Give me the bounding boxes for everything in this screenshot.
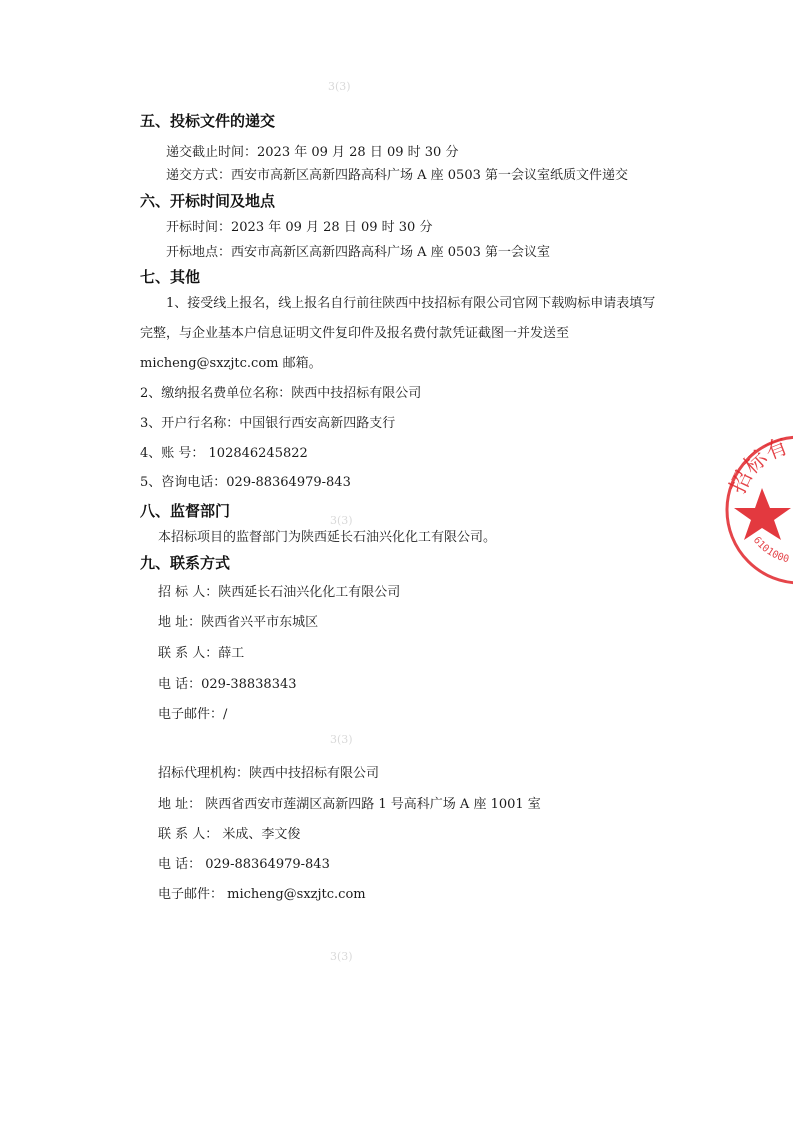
other-item-5: 5、咨询电话：029-88364979-843	[140, 475, 351, 490]
submission-method: 递交方式：西安市高新区高新四路高科广场 A 座 0503 第一会议室纸质文件递交	[166, 168, 629, 183]
seal-star-icon	[734, 488, 791, 540]
faint-mark: 3(3)	[328, 80, 351, 93]
faint-mark: 3(3)	[330, 950, 353, 963]
agent-name: 招标代理机构：陕西中技招标有限公司	[158, 766, 380, 781]
tenderer-address: 地 址：陕西省兴平市东城区	[158, 615, 319, 630]
section-heading: 九、联系方式	[140, 554, 231, 572]
section-heading: 六、开标时间及地点	[140, 192, 276, 210]
svg-text:6101000	[751, 535, 790, 565]
faint-mark: 3(3)	[330, 514, 353, 527]
agent-address: 地 址： 陕西省西安市莲湖区高新四路 1 号高科广场 A 座 1001 室	[158, 797, 541, 812]
agent-contact: 联 系 人： 米成、李文俊	[158, 827, 301, 842]
section-heading: 五、投标文件的递交	[140, 112, 276, 130]
opening-place: 开标地点：西安市高新区高新四路高科广场 A 座 0503 第一会议室	[166, 245, 551, 260]
other-item-2: 2、缴纳报名费单位名称：陕西中技招标有限公司	[140, 386, 422, 401]
submission-deadline: 递交截止时间：2023 年 09 月 28 日 09 时 30 分	[166, 145, 459, 160]
other-item-4: 4、账 号： 102846245822	[140, 446, 308, 461]
section-heading: 八、监督部门	[140, 502, 231, 520]
agent-phone: 电 话： 029-88364979-843	[158, 857, 330, 872]
section-heading: 七、其他	[140, 268, 201, 286]
other-item-1-email: micheng@sxzjtc.com 邮箱。	[140, 356, 322, 371]
agent-email: 电子邮件： micheng@sxzjtc.com	[158, 887, 366, 902]
opening-time: 开标时间：2023 年 09 月 28 日 09 时 30 分	[166, 220, 433, 235]
tenderer-phone: 电 话：029-38838343	[158, 677, 297, 692]
company-seal-stamp	[720, 430, 793, 590]
other-item-1: 1、接受线上报名，线上报名自行前往陕西中技招标有限公司官网下载购标申请表填写	[166, 296, 656, 311]
tenderer-contact: 联 系 人：薛工	[158, 646, 245, 661]
seal-text-top: 招标有	[725, 434, 792, 498]
tenderer-email: 电子邮件：/	[158, 707, 228, 722]
supervision-text: 本招标项目的监督部门为陕西延长石油兴化化工有限公司。	[158, 530, 497, 545]
other-item-3: 3、开户行名称：中国银行西安高新四路支行	[140, 416, 396, 431]
faint-mark: 3(3)	[330, 733, 353, 746]
other-item-1-cont: 完整，与企业基本户信息证明文件复印件及报名费付款凭证截图一并发送至	[140, 326, 570, 341]
svg-text:招标有	[726, 434, 792, 498]
seal-text-bottom: 6101000	[750, 534, 791, 566]
tenderer-name: 招 标 人：陕西延长石油兴化化工有限公司	[158, 585, 401, 600]
